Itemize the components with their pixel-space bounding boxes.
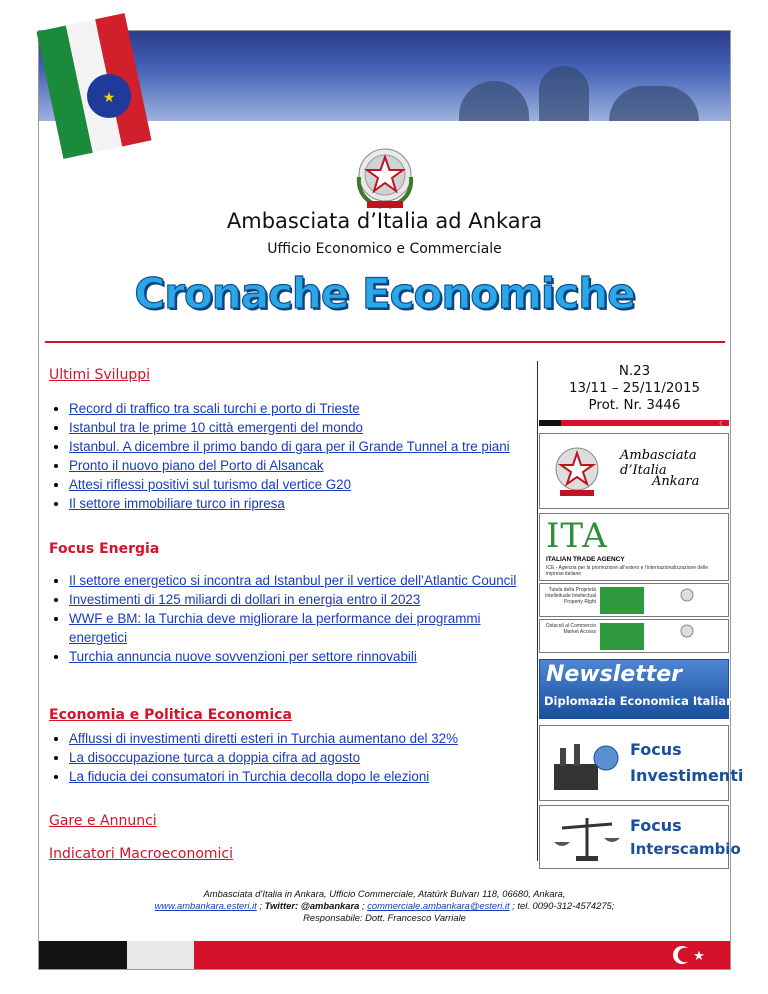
bottom-flag-bar bbox=[39, 941, 730, 969]
list-item[interactable]: • Istanbul tra le prime 10 città emergenti del mondo bbox=[69, 418, 534, 437]
svg-text:★: ★ bbox=[102, 89, 116, 105]
newsletter-subtitle: Diplomazia Economica Italiana bbox=[544, 694, 742, 708]
focus-interscambio-line1: Focus bbox=[630, 816, 682, 835]
focus-interscambio-line2: Interscambio bbox=[630, 840, 741, 858]
green-block-icon bbox=[600, 623, 644, 650]
ipr-text: Tutela della Proprietà Intellettuale Intellectual Property Right bbox=[545, 587, 596, 605]
footer-separator: ; bbox=[256, 900, 265, 911]
balance-scale-icon bbox=[552, 812, 622, 864]
footer-separator: ; bbox=[359, 900, 368, 911]
list-ultimi-sviluppi bbox=[49, 399, 534, 513]
turkish-crescent-icon bbox=[670, 944, 714, 966]
eu-stars-icon bbox=[79, 71, 139, 121]
footer-responsible: Responsabile: Dott. Francesco Varriale bbox=[303, 912, 466, 923]
svg-text:★: ★ bbox=[693, 948, 705, 963]
list-item[interactable]: • WWF e BM: la Turchia deve migliorare la performance dei programmi energetici bbox=[69, 609, 534, 647]
footer-address: Ambasciata d’Italia in Ankara, Ufficio Commerciale, Atatürk Bulvarı 118, 06680, Ankara, bbox=[203, 888, 566, 899]
issue-info bbox=[539, 363, 730, 414]
newsletter-masthead: Cronache Economiche bbox=[134, 269, 635, 318]
ita-agency-logo[interactable] bbox=[539, 513, 729, 581]
phone-number: ; tel. 0090-312-4574275; bbox=[509, 900, 615, 911]
issue-number: N.23 bbox=[618, 364, 651, 379]
section-title-focus-energia[interactable]: Focus Energia bbox=[49, 541, 160, 557]
twitter-handle[interactable]: Twitter: @ambankara bbox=[264, 900, 360, 911]
green-block-icon bbox=[600, 587, 644, 614]
focus-investimenti-line2: Investimenti bbox=[630, 766, 744, 785]
list-economia bbox=[49, 729, 534, 786]
newsletter-diplomazia-banner[interactable] bbox=[539, 659, 742, 719]
newsletter-title: Newsletter bbox=[546, 662, 683, 687]
website-link[interactable]: www.ambankara.esteri.it bbox=[154, 900, 257, 911]
office-subtitle: Ufficio Economico e Commerciale bbox=[267, 241, 502, 257]
ita-logo-text: ITA bbox=[546, 516, 608, 556]
list-item[interactable]: • Turchia annuncia nuove sovvenzioni per settore rinnovabili bbox=[69, 647, 534, 666]
focus-investimenti-line1: Focus bbox=[630, 740, 682, 759]
emblem-small-icon bbox=[680, 588, 694, 602]
italian-republic-emblem bbox=[345, 137, 425, 217]
header-banner-image bbox=[39, 31, 730, 121]
italian-republic-emblem-small bbox=[546, 440, 608, 502]
footer-contact-line bbox=[39, 900, 730, 912]
list-item[interactable]: • Il settore energetico si incontra ad Istanbul per il vertice dell’Atlantic Council bbox=[69, 571, 534, 590]
list-focus-energia bbox=[49, 571, 534, 666]
list-item[interactable]: • Istanbul. A dicembre il primo bando di gara per il Grande Tunnel a tre piani bbox=[69, 437, 534, 456]
ita-description: ICE - Agenzia per la promozione all'estero e l'internazionalizzazione delle imprese italiane bbox=[546, 565, 708, 577]
embassy-logo-line2: Ankara bbox=[652, 474, 700, 489]
list-item[interactable]: • Pronto il nuovo piano del Porto di Alsancak bbox=[69, 456, 534, 475]
list-item[interactable]: • Investimenti di 125 miliardi di dollari in energia entro il 2023 bbox=[69, 590, 534, 609]
embassy-ankara-logo[interactable] bbox=[539, 433, 729, 509]
section-title-gare-annunci[interactable]: Gare e Annunci bbox=[49, 813, 157, 829]
ita-name: ITALIAN TRADE AGENCY bbox=[546, 556, 625, 563]
newsletter-page bbox=[38, 30, 744, 970]
factory-globe-icon bbox=[552, 734, 622, 794]
list-item[interactable]: • La disoccupazione turca a doppia cifra ad agosto bbox=[69, 748, 534, 767]
red-divider bbox=[45, 341, 725, 343]
turkish-flag-bar bbox=[539, 420, 729, 426]
section-title-ultimi-sviluppi[interactable]: Ultimi Sviluppi bbox=[49, 367, 150, 383]
list-item[interactable]: • Record di traffico tra scali turchi e porto di Trieste bbox=[69, 399, 534, 418]
market-access-text: Ostacoli al Commercio Market Access bbox=[545, 623, 596, 635]
list-item[interactable]: • Attesi riflessi positivi sul turismo dal vertice G20 bbox=[69, 475, 534, 494]
emblem-small-icon bbox=[680, 624, 694, 638]
footer-contacts bbox=[39, 888, 730, 924]
list-item[interactable]: • Il settore immobiliare turco in ripresa bbox=[69, 494, 534, 513]
market-access-banner[interactable] bbox=[539, 619, 729, 653]
email-link[interactable]: commerciale.ambankara@esteri.it bbox=[367, 900, 510, 911]
section-title-economia[interactable]: Economia e Politica Economica bbox=[49, 707, 292, 723]
list-item[interactable]: • La fiducia dei consumatori in Turchia decolla dopo le elezioni bbox=[69, 767, 534, 786]
protocol-number: Prot. Nr. 3446 bbox=[588, 398, 681, 413]
section-title-indicatori[interactable]: Indicatori Macroeconomici bbox=[49, 846, 234, 862]
issue-dates: 13/11 – 25/11/2015 bbox=[569, 381, 700, 396]
ipr-link-banner[interactable] bbox=[539, 583, 729, 617]
focus-interscambio-banner[interactable] bbox=[539, 805, 741, 869]
list-item[interactable]: • Afflussi di investimenti diretti esteri in Turchia aumentano del 32% bbox=[69, 729, 534, 748]
svg-text:☾: ☾ bbox=[719, 421, 725, 428]
embassy-logo-line1: Ambasciata d’Italia bbox=[620, 448, 697, 478]
column-divider bbox=[537, 361, 538, 861]
embassy-title: Ambasciata d’Italia ad Ankara bbox=[226, 209, 543, 233]
focus-investimenti-banner[interactable] bbox=[539, 725, 744, 801]
